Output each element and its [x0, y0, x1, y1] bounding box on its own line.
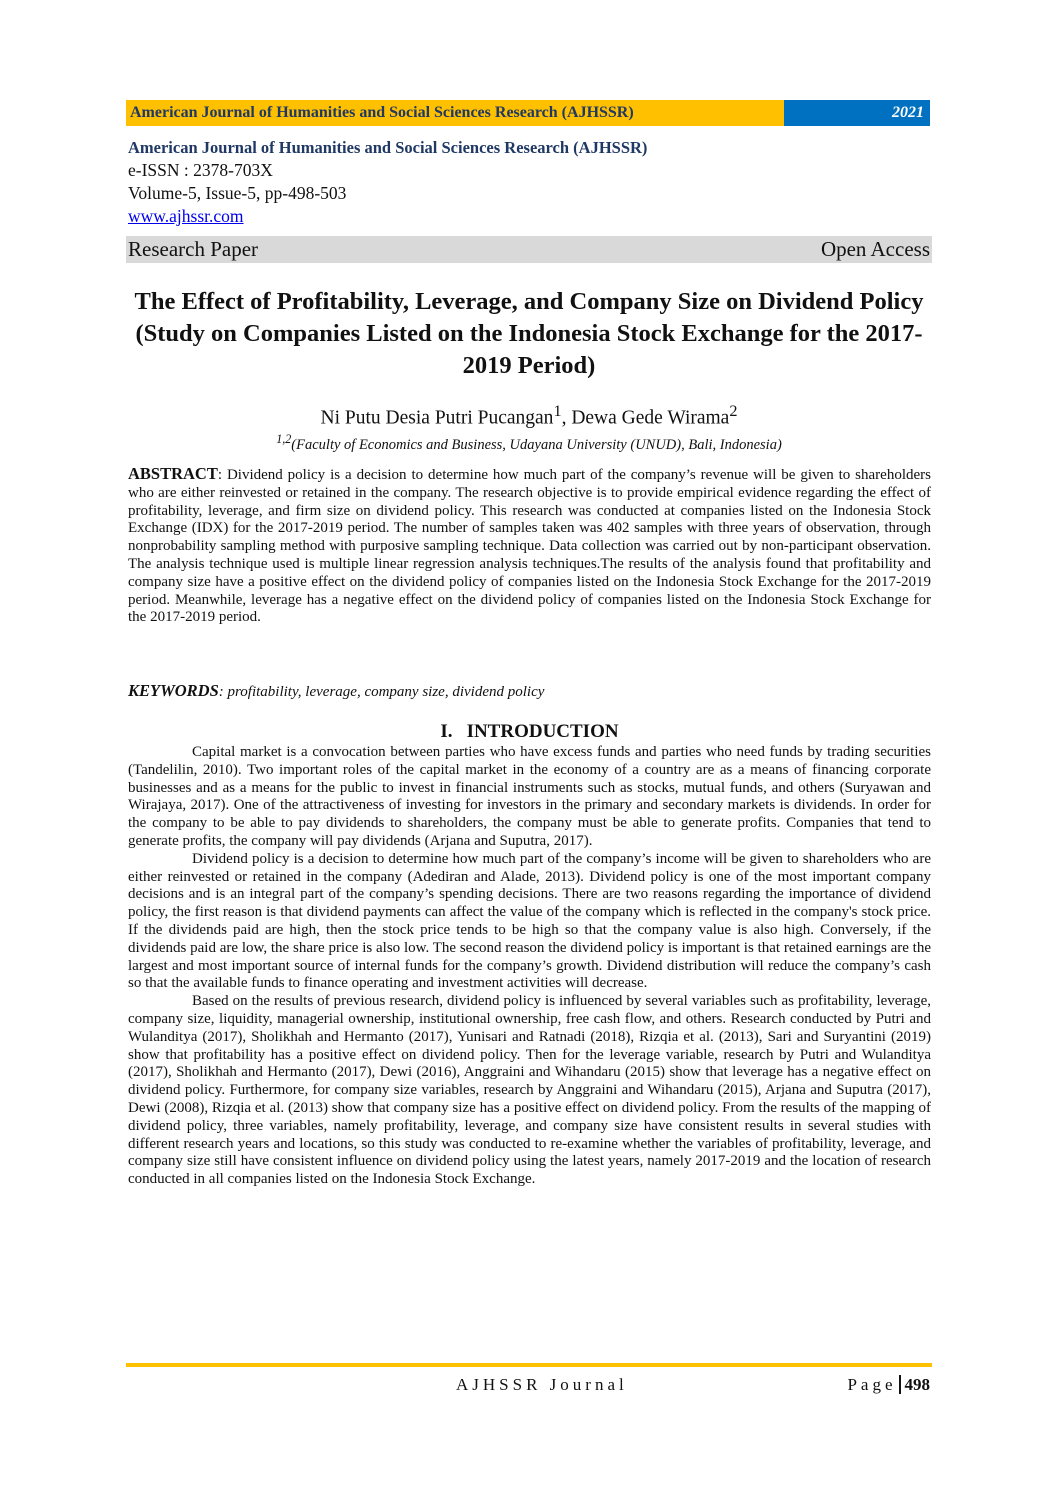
affiliation-text: (Faculty of Economics and Business, Udayana University (UNUD), Bali, Indonesia)	[291, 436, 782, 453]
footer-rule	[126, 1363, 932, 1367]
keywords-text: : profitability, leverage, company size, dividend policy	[218, 684, 545, 700]
abstract-label: ABSTRACT	[128, 464, 218, 483]
affiliation-line	[126, 429, 932, 455]
journal-website-link[interactable]: www.ajhssr.com	[128, 206, 244, 226]
page-label: Page	[847, 1375, 897, 1394]
keywords-label: KEYWORDS	[128, 681, 219, 700]
author-affiliation-mark: 2	[729, 402, 738, 420]
introduction-body	[128, 744, 931, 1189]
section-title: INTRODUCTION	[466, 721, 619, 742]
keywords	[128, 682, 931, 701]
paper-type-label: Research Paper	[128, 237, 259, 261]
journal-header-band	[126, 100, 930, 126]
journal-title: American Journal of Humanities and Social Sciences Research (AJHSSR)	[128, 138, 648, 157]
abstract	[128, 465, 931, 627]
open-access-label: Open Access	[820, 237, 930, 261]
author-name: Ni Putu Desia Putri Pucangan	[320, 407, 554, 429]
abstract-text: : Dividend policy is a decision to determine how much part of the company’s revenue will be given to shareholders who are either reinvested or retained in the company. The research objective is to provide empirical evidence regarding the effect of profitability, leverage, and firm size on dividend policy. This research was conducted at companies listed on the Indonesia Stock Exchange (IDX) for the 2017-2019 period. The number of samples taken was 402 samples with three years of observation, through nonprobability sampling method with purposive sampling technique. Data collection was carried out by non-participant observation. The analysis technique used is multiple linear regression analysis techniques.The results of the analysis found that profitability and company size have a positive effect on the dividend policy of companies listed on the Indonesia Stock Exchange for the 2017-2019 period. Meanwhile, leverage has a negative effect on the dividend policy of companies listed on the Indonesia Stock Exchange for the 2017-2019 period.	[128, 467, 931, 626]
header-journal-name: American Journal of Humanities and Social Sciences Research (AJHSSR)	[126, 100, 784, 126]
header-year: 2021	[784, 100, 930, 126]
paper-title: The Effect of Profitability, Leverage, and Company Size on Dividend Policy (Study on Companies Listed on the Indonesia Stock Exchange for the 2017-2019 Period)	[134, 288, 924, 379]
author-name: Dewa Gede Wirama	[571, 407, 730, 429]
paragraph: Capital market is a convocation between parties who have excess funds and parties who need funds by trading securities (Tandelilin, 2010). Two important roles of the capital market in the economy of a country are as a means of financing corporate businesses and as a means for the public to invest in financial instruments such as stocks, mutual funds, and others (Suryawan and Wirajaya, 2017). One of the attractiveness of investing for investors in the primary and secondary markets is dividends. In order for the company to be able to pay dividends to shareholders, the company must be able to generate profits. Companies that tend to generate profits, the company will pay dividends (Arjana and Suputra, 2017).	[128, 744, 931, 849]
footer-page	[847, 1374, 930, 1396]
footer-journal-name: AJHSSR Journal	[456, 1375, 628, 1394]
author-separator: ,	[561, 407, 572, 429]
section-heading	[128, 721, 931, 743]
affiliation-mark: 1,2	[276, 432, 292, 446]
page-number: 498	[899, 1375, 931, 1394]
volume-line: Volume-5, Issue-5, pp-498-503	[128, 183, 347, 203]
author-affiliation-mark: 1	[553, 402, 562, 420]
author-line	[126, 398, 932, 432]
journal-info-block	[128, 136, 647, 228]
paragraph: Based on the results of previous research, dividend policy is influenced by several variables such as profitability, leverage, company size, liquidity, managerial ownership, institutional ownership, free cash flow, and others. Research conducted by Putri and Wulanditya (2017), Sholikhah and Hermanto (2017), Yunisari and Ratnadi (2018), Rizqia et al. (2013), Sari and Suryantini (2019) show that profitability has a positive effect on dividend policy. Then for the leverage variable, research by Putri and Wulanditya (2017), Sholikhah and Hermanto (2017), Dewi (2016), Anggraini and Wihandaru (2015) show that leverage has a negative effect on dividend policy. Furthermore, for company size variables, research by Anggraini and Wihandaru (2015), Arjana and Suputra (2017), Dewi (2008), Rizqia et al. (2013) show that company size has a positive effect on dividend policy. From the results of the mapping of dividend policy, three variables, namely profitability, leverage, and company size have consistent results in several studies with different research years and locations, so this study was conducted to re-examine whether the variables of profitability, leverage, and company size still have consistent influence on dividend policy using the latest years, namely 2017-2019 and the location of research conducted in all companies listed on the Indonesia Stock Exchange.	[128, 993, 931, 1188]
issn-line: e-ISSN : 2378-703X	[128, 160, 273, 180]
section-number: I.	[440, 721, 453, 742]
paper-type-bar	[126, 236, 932, 263]
paragraph: Dividend policy is a decision to determine how much part of the company’s income will be given to shareholders who are either reinvested or retained in the company (Adediran and Alade, 2013). Dividend policy is one of the most important company decisions and is an integral part of the company’s spending decisions. There are two reasons regarding the importance of dividend policy, the first reason is that dividend payments can affect the value of the company which is reflected in the company's stock price. If the dividends paid are high, then the stock price tends to be high so that the company value is also high. Conversely, if the dividends paid are low, the share price is also low. The second reason the dividend policy is important is that retained earnings are the largest and most important source of internal funds for the company’s growth. Dividend distribution will reduce the company’s cash so that the available funds to finance operating and investment activities will decrease.	[128, 850, 931, 992]
